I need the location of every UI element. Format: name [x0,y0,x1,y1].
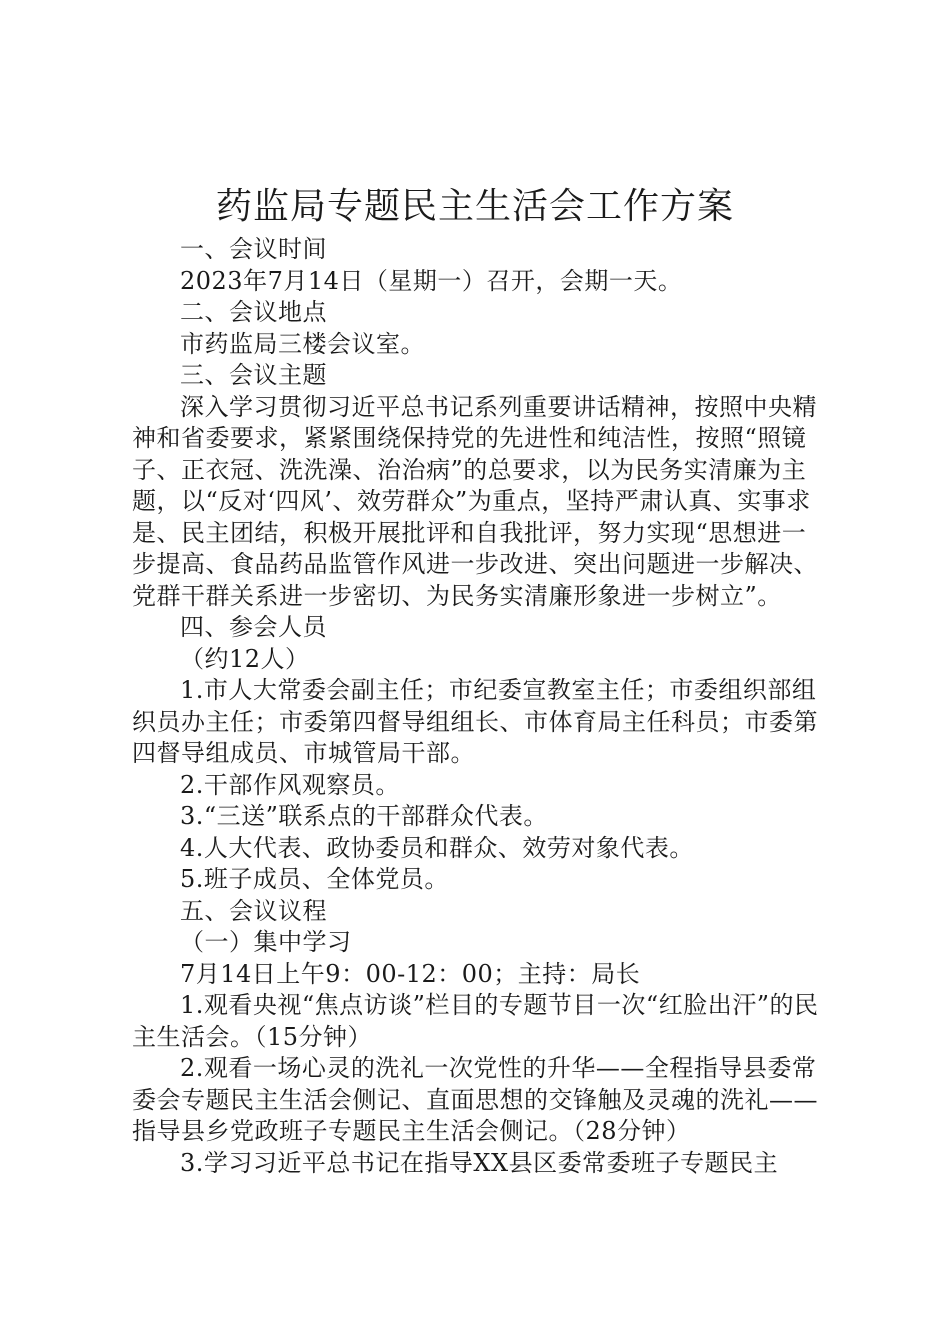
attendee-count: （约12人） [180,644,310,673]
heading-agenda: 五、会议议程 [180,896,327,925]
attendee-item: 4.人大代表、政协委员和群众、效劳对象代表。 [180,833,694,862]
meeting-theme-text: 深入学习贯彻习近平总书记系列重要讲话精神，按照中央精神和省委要求，紧紧围绕保持党的先进性和纯洁性，按照“照镜子、正衣冠、洗洗澡、治治病”的总要求，以为民务实清廉为主题，以“反对‘四风’、效劳群众”为重点，坚持严肃认真、实事求是、民主团结，积极开展批评和自我批评，努力实现“思想进一步提高、食品药品监管作风进一步改进、突出问题进一步解决、党群干群关系进一步密切、为民务实清廉形象进一步树立”。 [132,392,818,610]
meeting-time-text: 2023年7月14日（星期一）召开，会期一天。 [180,266,683,295]
agenda-schedule: 7月14日上午9：00-12：00；主持：局长 [180,959,641,988]
attendee-item: 5.班子成员、全体党员。 [180,865,449,893]
attendee-item: 2.干部作风观察员。 [180,770,400,799]
attendee-item: 3.“三送”联系点的干部群众代表。 [180,802,548,830]
heading-attendees: 四、参会人员 [180,613,327,641]
agenda-item: 1.观看央视“焦点访谈”栏目的专题节目一次“红脸出汗”的民主生活会。（15分钟） [132,991,819,1051]
meeting-place-text: 市药监局三楼会议室。 [180,329,425,358]
document-title: 药监局专题民主生活会工作方案 [215,186,734,227]
document-body [132,234,822,1179]
heading-meeting-place: 二、会议地点 [180,298,327,326]
agenda-subheading: （一）集中学习 [180,928,352,956]
agenda-item: 3.学习习近平总书记在指导XX县区委常委班子专题民主 [180,1148,779,1177]
attendee-item: 1.市人大常委会副主任；市纪委宣教室主任；市委组织部组织员办主任；市委第四督导组组长、市体育局主任科员；市委第四督导组成员、市城管局干部。 [132,676,818,767]
heading-meeting-time: 一、会议时间 [180,235,327,263]
agenda-item: 2.观看一场心灵的洗礼一次党性的升华——全程指导县委常委会专题民主生活会侧记、直面思想的交锋触及灵魂的洗礼——指导县乡党政班子专题民主生活会侧记。（28分钟） [132,1054,818,1145]
heading-meeting-theme: 三、会议主题 [180,361,327,389]
